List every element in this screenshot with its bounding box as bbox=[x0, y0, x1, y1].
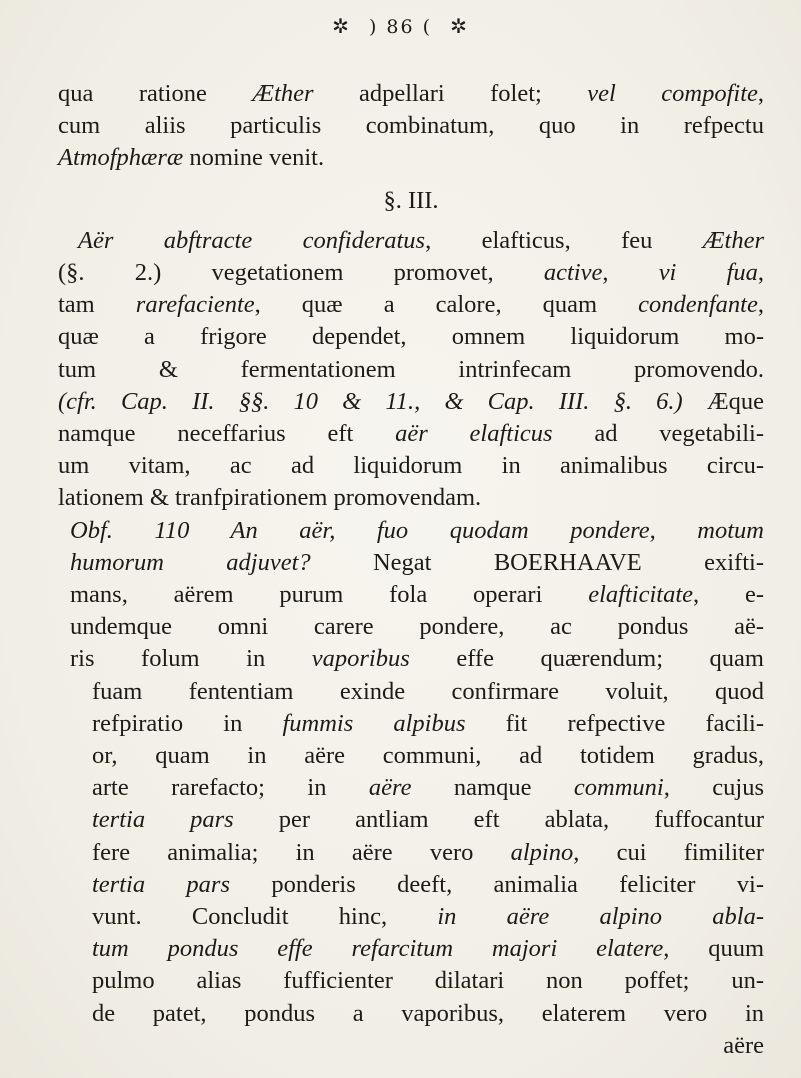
text-run: Atmofphæræ bbox=[58, 144, 184, 172]
text-run: Æque bbox=[682, 387, 764, 415]
text-run: qua ratione bbox=[58, 80, 253, 107]
text-line: cum aliis particulis combinatum, quo in refpectu bbox=[58, 112, 764, 140]
text-run: tertia pars bbox=[92, 870, 231, 898]
text-run: adpellari folet; bbox=[313, 80, 588, 107]
text-line bbox=[58, 708, 764, 740]
text-run: alpino bbox=[510, 838, 574, 866]
text-run: vi fua bbox=[658, 259, 758, 287]
text-run: (§. 2.) vegetationem promovet, bbox=[58, 259, 544, 287]
text-line: tum & fermentationem intrinfecam promovendo. bbox=[58, 355, 764, 383]
text-line bbox=[58, 547, 764, 579]
text-run: vaporibus bbox=[311, 645, 410, 673]
text-run: communi bbox=[573, 774, 664, 802]
text-run: effe quærendum; quam bbox=[409, 645, 764, 673]
text-run: tum pondus effe refarcitum majori elatere bbox=[92, 935, 664, 963]
text-run: active bbox=[543, 259, 603, 287]
text-run: , bbox=[757, 80, 764, 107]
page-number: ) 86 ( bbox=[368, 16, 433, 38]
text-run: elafticitate bbox=[588, 581, 694, 609]
text-line bbox=[58, 386, 764, 418]
text-line bbox=[58, 418, 764, 450]
text-run: rarefaciente bbox=[135, 291, 255, 319]
text-line: undemque omni carere pondere, ac pondus aë- bbox=[70, 613, 764, 641]
text-line bbox=[58, 837, 764, 869]
text-run: in aëre alpino abla- bbox=[437, 903, 765, 931]
text-line bbox=[58, 142, 764, 174]
text-run: ad vegetabili- bbox=[552, 420, 764, 448]
text-line: or, quam in aëre communi, ad totidem gradus, bbox=[92, 742, 764, 770]
text-run: tam bbox=[58, 291, 136, 319]
text-run: Negat BOERHAAVE exifti- bbox=[310, 548, 764, 576]
text-run: , cujus bbox=[663, 774, 764, 802]
text-line bbox=[58, 869, 764, 901]
text-line bbox=[58, 579, 764, 611]
text-line bbox=[58, 515, 764, 547]
text-run: , quæ a calore, quam bbox=[254, 291, 639, 319]
text-line bbox=[58, 901, 764, 933]
ornament-star-left-icon: ✲ bbox=[332, 14, 351, 38]
text-run: , elafticus, feu bbox=[425, 226, 703, 254]
text-run: Obf. 110 An aër, fuo quodam pondere, motum bbox=[70, 516, 764, 544]
text-line bbox=[58, 772, 764, 804]
text-run: fere animalia; in aëre vero bbox=[92, 838, 511, 866]
section-heading: §. III. bbox=[383, 186, 439, 214]
text-line: fuam fententiam exinde confirmare voluit, quod bbox=[92, 677, 764, 705]
text-run: vunt. Concludit hinc, bbox=[92, 903, 438, 931]
text-line: um vitam, ac ad liquidorum in animalibus circu- bbox=[58, 452, 764, 480]
text-run: aëre bbox=[368, 774, 412, 802]
text-run: humorum adjuvet? bbox=[70, 548, 311, 576]
text-run: ris folum in bbox=[70, 645, 312, 673]
text-line: de patet, pondus a vaporibus, elaterem vero in bbox=[92, 999, 764, 1027]
text-line bbox=[58, 933, 764, 965]
text-run: , cui fimiliter bbox=[573, 838, 764, 866]
text-run: arte rarefacto; in bbox=[92, 774, 369, 802]
text-run: nomine venit. bbox=[183, 144, 325, 172]
text-run: aër elafticus bbox=[395, 420, 553, 448]
text-run: Æther bbox=[702, 226, 764, 254]
text-run: tertia pars bbox=[92, 806, 234, 834]
text-run: Æther bbox=[252, 80, 314, 107]
body-text bbox=[58, 78, 764, 1062]
text-run: , quum bbox=[663, 935, 764, 963]
text-line bbox=[58, 804, 764, 836]
text-run: , bbox=[757, 259, 764, 287]
text-run: Aër abftracte confideratus bbox=[78, 226, 426, 254]
text-line: lationem & tranfpirationem promovendam. bbox=[58, 484, 482, 512]
text-run: ponderis deeft, animalia feliciter vi- bbox=[230, 870, 764, 898]
text-line bbox=[58, 643, 764, 675]
ornament-star-right-icon: ✲ bbox=[450, 14, 469, 38]
text-run: , bbox=[602, 259, 659, 287]
page-header bbox=[0, 12, 801, 41]
text-line bbox=[58, 257, 764, 289]
text-line bbox=[58, 289, 764, 321]
text-run: (cfr. Cap. II. §§. 10 & 11., & Cap. III. §. 6.) bbox=[58, 387, 683, 415]
catchword: aëre bbox=[723, 1031, 764, 1059]
text-run: mans, aërem purum fola operari bbox=[70, 581, 589, 609]
text-run: per antliam eft ablata, fuffocantur bbox=[233, 806, 764, 834]
text-line: quæ a frigore dependet, omnem liquidorum mo- bbox=[58, 323, 764, 351]
text-line bbox=[58, 225, 764, 257]
text-run: namque neceffarius eft bbox=[58, 420, 396, 448]
text-run: refpiratio in bbox=[92, 709, 283, 737]
text-run: condenfante bbox=[638, 291, 758, 319]
text-run: , bbox=[757, 291, 764, 319]
text-line bbox=[58, 78, 764, 110]
text-run: fummis alpibus bbox=[282, 709, 466, 737]
text-run: fit refpective facili- bbox=[465, 709, 765, 737]
text-run: vel compofite bbox=[587, 80, 758, 107]
text-line: pulmo alias fufficienter dilatari non poffet; un- bbox=[92, 967, 764, 995]
text-run: namque bbox=[411, 774, 574, 802]
text-run: , e- bbox=[693, 581, 764, 609]
